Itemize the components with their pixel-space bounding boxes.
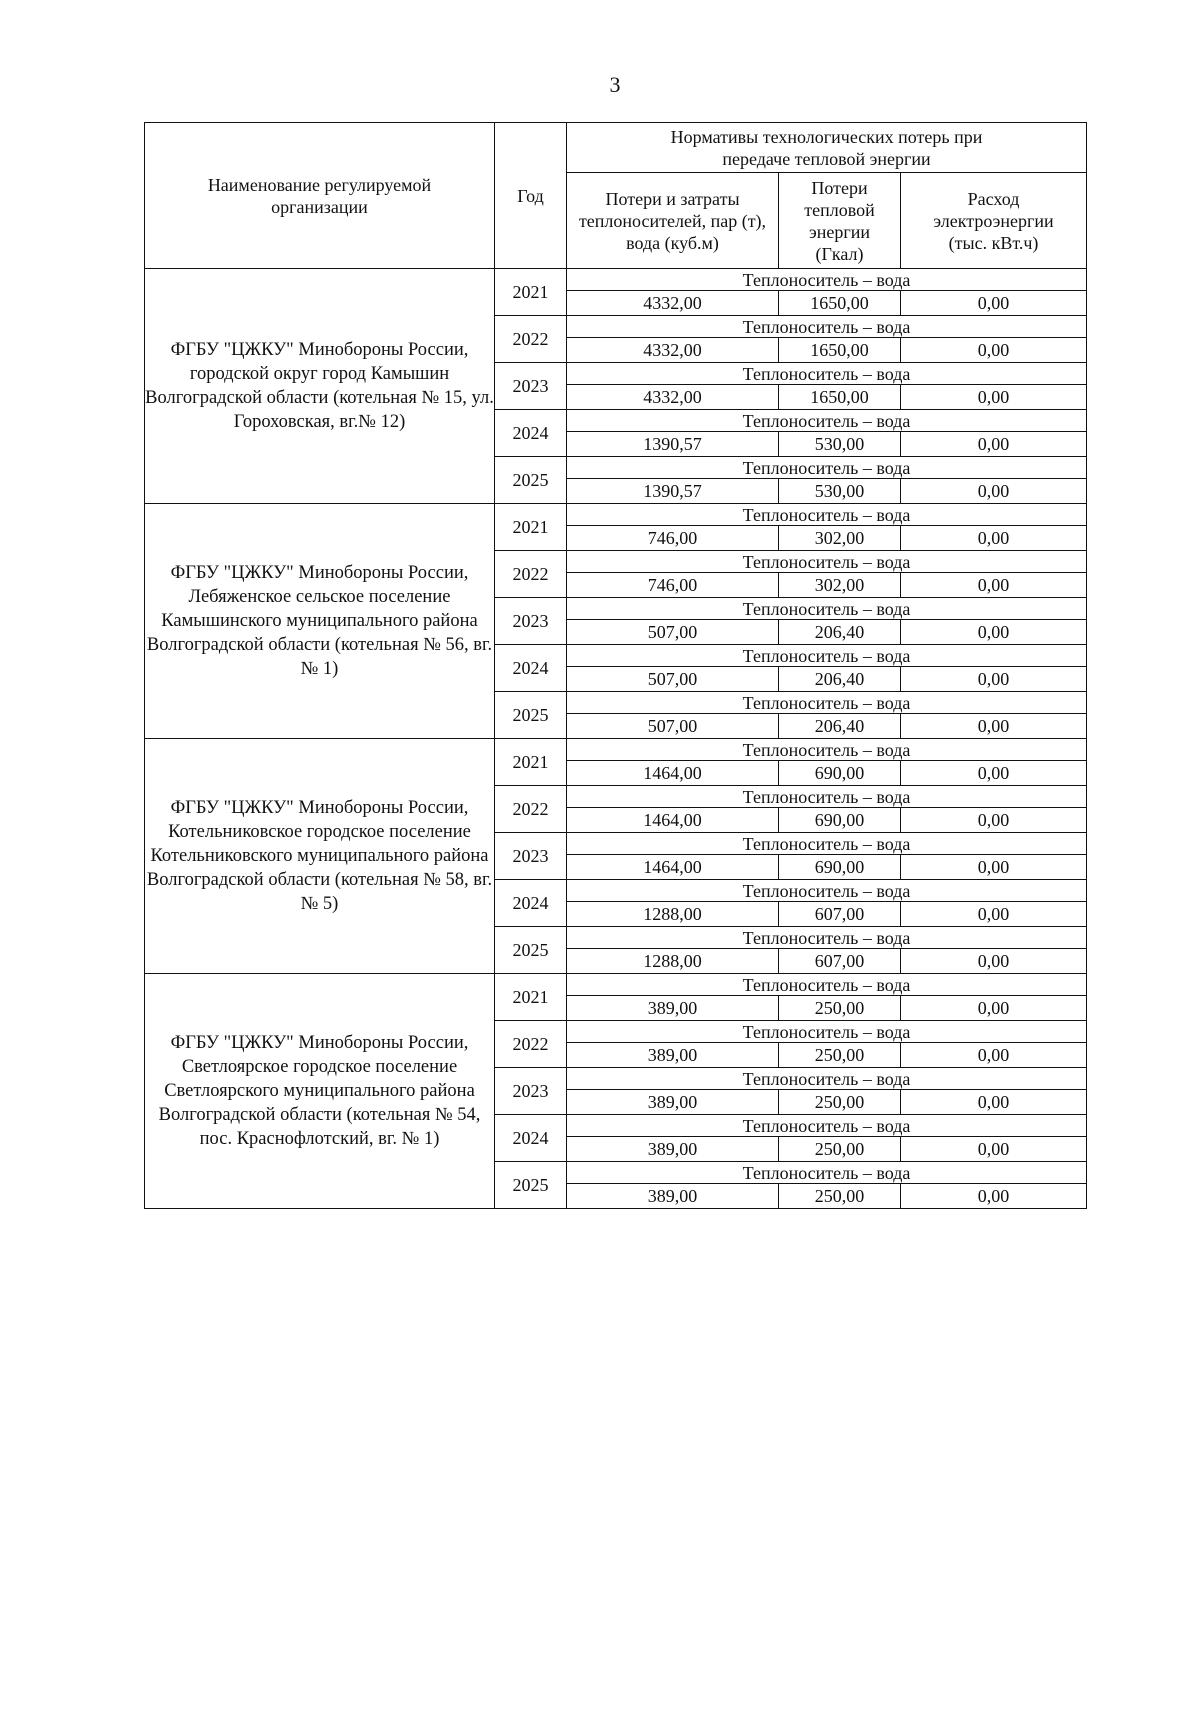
heat-value: 690,00	[779, 808, 901, 833]
carrier-cell: Теплоноситель – вода	[567, 551, 1087, 573]
losses-value: 4332,00	[567, 291, 779, 316]
losses-value: 1390,57	[567, 479, 779, 504]
carrier-cell: Теплоноситель – вода	[567, 739, 1087, 761]
table-row	[145, 504, 1087, 526]
power-value: 0,00	[901, 761, 1087, 786]
year-cell: 2025	[495, 692, 567, 739]
power-value: 0,00	[901, 808, 1087, 833]
losses-value: 389,00	[567, 1137, 779, 1162]
losses-value: 1288,00	[567, 949, 779, 974]
table-row	[145, 974, 1087, 996]
heat-value: 206,40	[779, 620, 901, 645]
year-cell: 2025	[495, 457, 567, 504]
losses-value: 1390,57	[567, 432, 779, 457]
year-cell: 2024	[495, 880, 567, 927]
heat-value: 690,00	[779, 855, 901, 880]
carrier-cell: Теплоноситель – вода	[567, 457, 1087, 479]
losses-value: 1464,00	[567, 808, 779, 833]
power-value: 0,00	[901, 1184, 1087, 1209]
losses-value: 389,00	[567, 996, 779, 1021]
year-cell: 2025	[495, 927, 567, 974]
losses-value: 1464,00	[567, 761, 779, 786]
heat-value: 250,00	[779, 1184, 901, 1209]
power-value: 0,00	[901, 338, 1087, 363]
table-header	[145, 123, 1087, 269]
org-name: ФГБУ "ЦЖКУ" Минобороны России, Котельниковское городское поселение Котельниковского муниципального района Волгоградской области (котельная № 58, вг. № 5)	[145, 739, 495, 974]
year-cell: 2023	[495, 833, 567, 880]
norms-table	[144, 122, 1087, 1209]
power-value: 0,00	[901, 291, 1087, 316]
heat-value: 206,40	[779, 714, 901, 739]
carrier-cell: Теплоноситель – вода	[567, 598, 1087, 620]
power-value: 0,00	[901, 902, 1087, 927]
power-value: 0,00	[901, 620, 1087, 645]
table-row	[145, 269, 1087, 291]
year-cell: 2021	[495, 739, 567, 786]
year-cell: 2022	[495, 1021, 567, 1068]
losses-value: 746,00	[567, 573, 779, 598]
year-cell: 2023	[495, 363, 567, 410]
power-value: 0,00	[901, 714, 1087, 739]
heat-value: 302,00	[779, 526, 901, 551]
table-body	[145, 269, 1087, 1209]
carrier-cell: Теплоноситель – вода	[567, 786, 1087, 808]
heat-value: 607,00	[779, 902, 901, 927]
carrier-cell: Теплоноситель – вода	[567, 692, 1087, 714]
heat-value: 250,00	[779, 1137, 901, 1162]
year-cell: 2023	[495, 598, 567, 645]
losses-value: 1288,00	[567, 902, 779, 927]
year-cell: 2024	[495, 410, 567, 457]
power-value: 0,00	[901, 1043, 1087, 1068]
losses-value: 507,00	[567, 714, 779, 739]
org-name: ФГБУ "ЦЖКУ" Минобороны России, Светлоярское городское поселение Светлоярского муниципального района Волгоградской области (котельная № 54, пос. Краснофлотский, вг. № 1)	[145, 974, 495, 1209]
carrier-cell: Теплоноситель – вода	[567, 410, 1087, 432]
power-value: 0,00	[901, 1090, 1087, 1115]
losses-value: 4332,00	[567, 385, 779, 410]
year-cell: 2021	[495, 504, 567, 551]
losses-value: 1464,00	[567, 855, 779, 880]
power-value: 0,00	[901, 1137, 1087, 1162]
carrier-cell: Теплоноситель – вода	[567, 974, 1087, 996]
heat-value: 250,00	[779, 996, 901, 1021]
carrier-cell: Теплоноситель – вода	[567, 269, 1087, 291]
power-value: 0,00	[901, 432, 1087, 457]
power-value: 0,00	[901, 385, 1087, 410]
year-cell: 2025	[495, 1162, 567, 1209]
carrier-cell: Теплоноситель – вода	[567, 880, 1087, 902]
power-value: 0,00	[901, 526, 1087, 551]
losses-value: 746,00	[567, 526, 779, 551]
heat-value: 250,00	[779, 1043, 901, 1068]
header-group: Нормативы технологических потерь при передаче тепловой энергии	[567, 123, 1087, 173]
year-cell: 2024	[495, 645, 567, 692]
header-losses: Потери и затраты теплоносителей, пар (т), вода (куб.м)	[567, 173, 779, 269]
heat-value: 530,00	[779, 479, 901, 504]
power-value: 0,00	[901, 855, 1087, 880]
page-number: 3	[609, 72, 621, 97]
heat-value: 690,00	[779, 761, 901, 786]
year-cell: 2023	[495, 1068, 567, 1115]
org-name: ФГБУ "ЦЖКУ" Минобороны России, городской округ город Камышин Волгоградской области (котельная № 15, ул. Гороховская, вг.№ 12)	[145, 269, 495, 504]
header-heat: Потери тепловой энергии (Гкал)	[779, 173, 901, 269]
losses-value: 389,00	[567, 1043, 779, 1068]
year-cell: 2021	[495, 974, 567, 1021]
heat-value: 250,00	[779, 1090, 901, 1115]
heat-value: 1650,00	[779, 291, 901, 316]
year-cell: 2021	[495, 269, 567, 316]
losses-value: 389,00	[567, 1184, 779, 1209]
losses-value: 4332,00	[567, 338, 779, 363]
heat-value: 530,00	[779, 432, 901, 457]
power-value: 0,00	[901, 949, 1087, 974]
heat-value: 206,40	[779, 667, 901, 692]
heat-value: 607,00	[779, 949, 901, 974]
losses-value: 507,00	[567, 620, 779, 645]
carrier-cell: Теплоноситель – вода	[567, 504, 1087, 526]
table-row	[145, 739, 1087, 761]
year-cell: 2022	[495, 551, 567, 598]
carrier-cell: Теплоноситель – вода	[567, 1068, 1087, 1090]
carrier-cell: Теплоноситель – вода	[567, 1115, 1087, 1137]
header-year: Год	[495, 123, 567, 269]
carrier-cell: Теплоноситель – вода	[567, 927, 1087, 949]
header-power: Расход электроэнергии (тыс. кВт.ч)	[901, 173, 1087, 269]
losses-value: 389,00	[567, 1090, 779, 1115]
carrier-cell: Теплоноситель – вода	[567, 316, 1087, 338]
losses-value: 507,00	[567, 667, 779, 692]
power-value: 0,00	[901, 479, 1087, 504]
carrier-cell: Теплоноситель – вода	[567, 1021, 1087, 1043]
year-cell: 2022	[495, 786, 567, 833]
carrier-cell: Теплоноситель – вода	[567, 363, 1087, 385]
heat-value: 1650,00	[779, 385, 901, 410]
power-value: 0,00	[901, 996, 1087, 1021]
heat-value: 302,00	[779, 573, 901, 598]
year-cell: 2022	[495, 316, 567, 363]
year-cell: 2024	[495, 1115, 567, 1162]
carrier-cell: Теплоноситель – вода	[567, 1162, 1087, 1184]
carrier-cell: Теплоноситель – вода	[567, 833, 1087, 855]
header-org: Наименование регулируемой организации	[145, 123, 495, 269]
carrier-cell: Теплоноситель – вода	[567, 645, 1087, 667]
power-value: 0,00	[901, 667, 1087, 692]
power-value: 0,00	[901, 573, 1087, 598]
heat-value: 1650,00	[779, 338, 901, 363]
org-name: ФГБУ "ЦЖКУ" Минобороны России, Лебяженское сельское поселение Камышинского муниципального района Волгоградской области (котельная № 56, вг. № 1)	[145, 504, 495, 739]
